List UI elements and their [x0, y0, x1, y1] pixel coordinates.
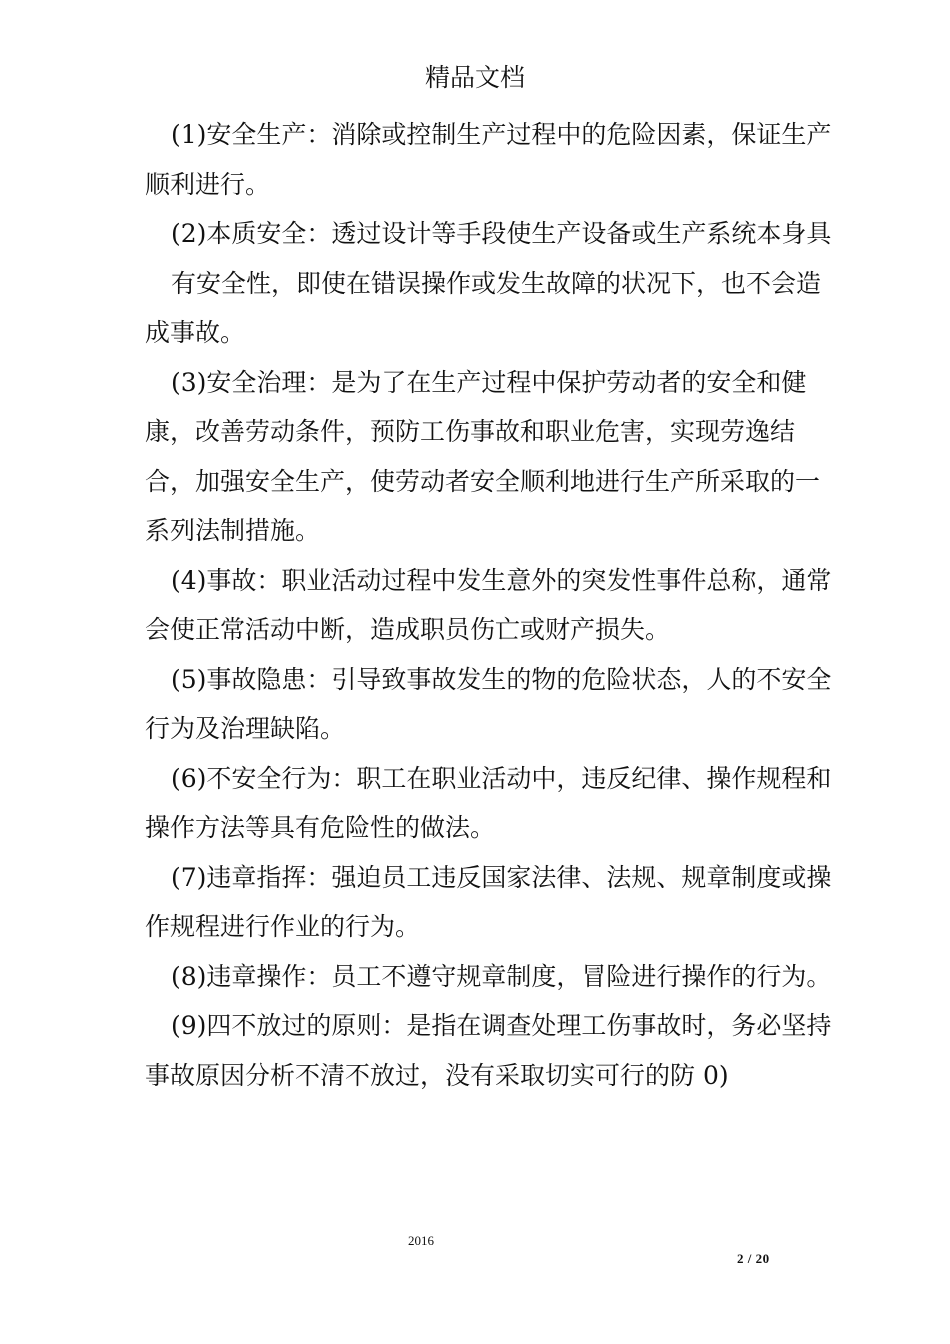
definition-paragraph-6: (6)不安全行为：职工在职业活动中，违反纪律、操作规程和操作方法等具有危险性的做法。 — [145, 763, 832, 842]
definition-paragraph-3: (3)安全治理：是为了在生产过程中保护劳动者的安全和健康，改善劳动条件，预防工伤事故和职业危害，实现劳逸结合，加强安全生产，使劳动者安全顺利地进行生产所采取的一系列法制措施。 — [145, 367, 821, 545]
document-body — [145, 110, 835, 1100]
definition-paragraph-9: (9)四不放过的原则：是指在调查处理工伤事故时，务必坚持事故原因分析不清不放过，没有采取切实可行的防 0) — [145, 1011, 832, 1090]
definition-paragraph-1: (1)安全生产：消除或控制生产过程中的危险因素，保证生产顺利进行。 — [145, 120, 832, 199]
definition-paragraph-8: (8)违章操作：员工不遵守规章制度，冒险进行操作的行为。 — [171, 961, 832, 991]
definition-paragraph-5: (5)事故隐患：引导致事故发生的物的危险状态，人的不安全行为及治理缺陷。 — [145, 664, 832, 743]
definition-paragraph-7: (7)违章指挥：强迫员工违反国家法律、法规、规章制度或操作规程进行作业的行为。 — [145, 862, 832, 941]
definition-paragraph-4: (4)事故：职业活动过程中发生意外的突发性事件总称，通常会使正常活动中断，造成职员伤亡或财产损失。 — [145, 565, 832, 644]
definition-paragraph-2: (2)本质安全：透过设计等手段使生产设备或生产系统本身具 — [171, 219, 832, 248]
footer-year: 2016 — [408, 1233, 434, 1248]
definition-paragraph-2-continued: 有安全性，即使在错误操作或发生故障的状况下，也不会造成事故。 — [145, 268, 822, 347]
page-header-title: 精品文档 — [424, 63, 525, 92]
page-number: 2 / 20 — [737, 1251, 770, 1266]
